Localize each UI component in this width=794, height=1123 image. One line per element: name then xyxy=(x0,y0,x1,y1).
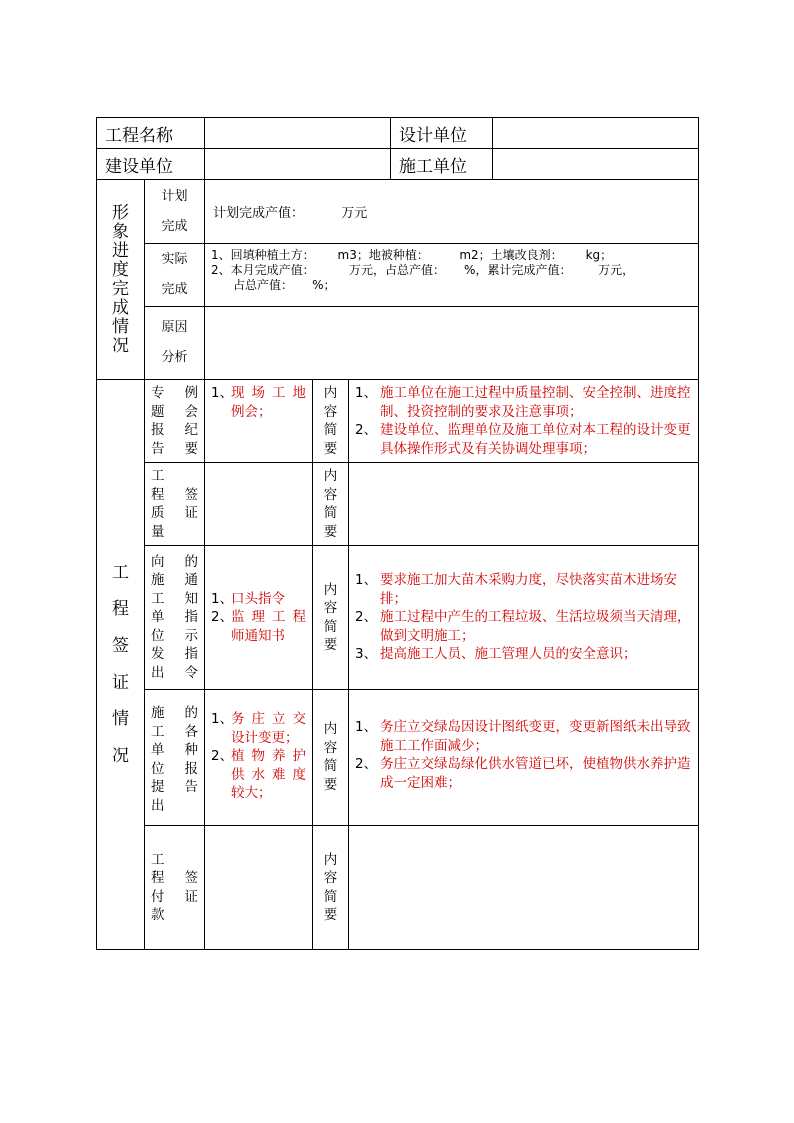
content-item: 3、 提高施工人员、施工管理人员的安全意识； xyxy=(355,646,637,663)
payment-directives[interactable] xyxy=(205,826,313,950)
meeting-directives[interactable] xyxy=(205,380,313,463)
instructions-label: 向 施 工 单 位 发 出 的 通 知 指 示 指 令 xyxy=(145,546,205,690)
instructions-contents[interactable] xyxy=(349,546,699,690)
content-item: 2、 建设单位、监理单位及施工单位对本工程的设计变更具体操作形式及有关协调处理事项； xyxy=(355,422,691,457)
actual-label: 实际 完成 xyxy=(145,244,205,307)
directive-item: 2、 监 理 工 程 师通知书 xyxy=(211,609,306,644)
construction-unit-value[interactable] xyxy=(493,149,699,180)
actual-value[interactable] xyxy=(205,244,699,307)
progress-section-title: 形 象 进 度 完 成 情 况 xyxy=(97,180,145,380)
instructions-directives[interactable] xyxy=(205,546,313,690)
plan-row xyxy=(97,180,699,244)
directive-item: 1、 现 场 工 地 例会； xyxy=(211,385,306,420)
visa-row-instructions xyxy=(97,546,699,690)
project-name-label: 工程名称 xyxy=(97,118,205,149)
content-item: 1、 务庄立交绿岛因设计图纸变更，变更新图纸未出导致施工工作面减少； xyxy=(355,719,691,754)
build-unit-value[interactable] xyxy=(205,149,391,180)
reports-directives[interactable] xyxy=(205,690,313,826)
directive-item: 1、 务 庄 立 交 设计变更； xyxy=(211,711,306,746)
quality-directives[interactable] xyxy=(205,463,313,546)
plan-value[interactable]: 计划完成产值： 万元 xyxy=(205,180,699,244)
payment-contents[interactable] xyxy=(349,826,699,950)
content-summary-label: 内 容 简 要 xyxy=(313,463,349,546)
construction-unit-label: 施工单位 xyxy=(391,149,493,180)
content-item: 1、 要求施工加大苗木采购力度，尽快落实苗木进场安排； xyxy=(355,572,677,607)
payment-label: 工 程 付 款 签 证 xyxy=(145,826,205,950)
content-item: 2、 务庄立交绿岛绿化供水管道已坏，使植物供水养护造成一定困难； xyxy=(355,756,691,791)
actual-line-1: 1、回填种植土方： m3；地被种植： m2；土壤改良剂： kg； xyxy=(211,248,613,262)
content-summary-label: 内 容 简 要 xyxy=(313,380,349,463)
reason-value[interactable] xyxy=(205,307,699,380)
content-summary-label: 内 容 简 要 xyxy=(313,690,349,826)
directive-item: 2、 植 物 养 护 供 水 难 度 较大； xyxy=(211,748,306,801)
visa-row-reports xyxy=(97,690,699,826)
visa-section-title: 工 程 签 证 情 况 xyxy=(97,380,145,950)
reports-label: 施 工 单 位 提 出 的 各 种 报 告 xyxy=(145,690,205,826)
visa-row-quality xyxy=(97,463,699,546)
build-unit-label: 建设单位 xyxy=(97,149,205,180)
content-summary-label: 内 容 简 要 xyxy=(313,826,349,950)
reason-row xyxy=(97,307,699,380)
meeting-contents[interactable] xyxy=(349,380,699,463)
content-item: 2、 施工过程中产生的工程垃圾、生活垃圾须当天清理，做到文明施工； xyxy=(355,609,691,644)
visa-row-meeting xyxy=(97,380,699,463)
reason-label: 原因 分析 xyxy=(145,307,205,380)
visa-row-payment xyxy=(97,826,699,950)
design-unit-label: 设计单位 xyxy=(391,118,493,149)
reports-contents[interactable] xyxy=(349,690,699,826)
quality-label: 工 程 质 量 签 证 xyxy=(145,463,205,546)
actual-row xyxy=(97,244,699,307)
content-summary-label: 内 容 简 要 xyxy=(313,546,349,690)
meeting-label: 专 题 报 告 例 会 纪 要 xyxy=(145,380,205,463)
directive-item: 1、 口头指令 xyxy=(211,590,285,607)
design-unit-value[interactable] xyxy=(493,118,699,149)
content-item: 1、 施工单位在施工过程中质量控制、安全控制、进度控制、投资控制的要求及注意事项； xyxy=(355,385,691,420)
header-row-2 xyxy=(97,149,699,180)
actual-line-3: 占总产值： %； xyxy=(233,278,336,292)
project-name-value[interactable] xyxy=(205,118,391,149)
actual-line-2: 2、本月完成产值： 万元，占总产值： %，累计完成产值： 万元， xyxy=(211,263,635,277)
progress-report-form xyxy=(96,117,699,950)
plan-label: 计划 完成 xyxy=(145,180,205,244)
header-row-1 xyxy=(97,118,699,149)
quality-contents[interactable] xyxy=(349,463,699,546)
